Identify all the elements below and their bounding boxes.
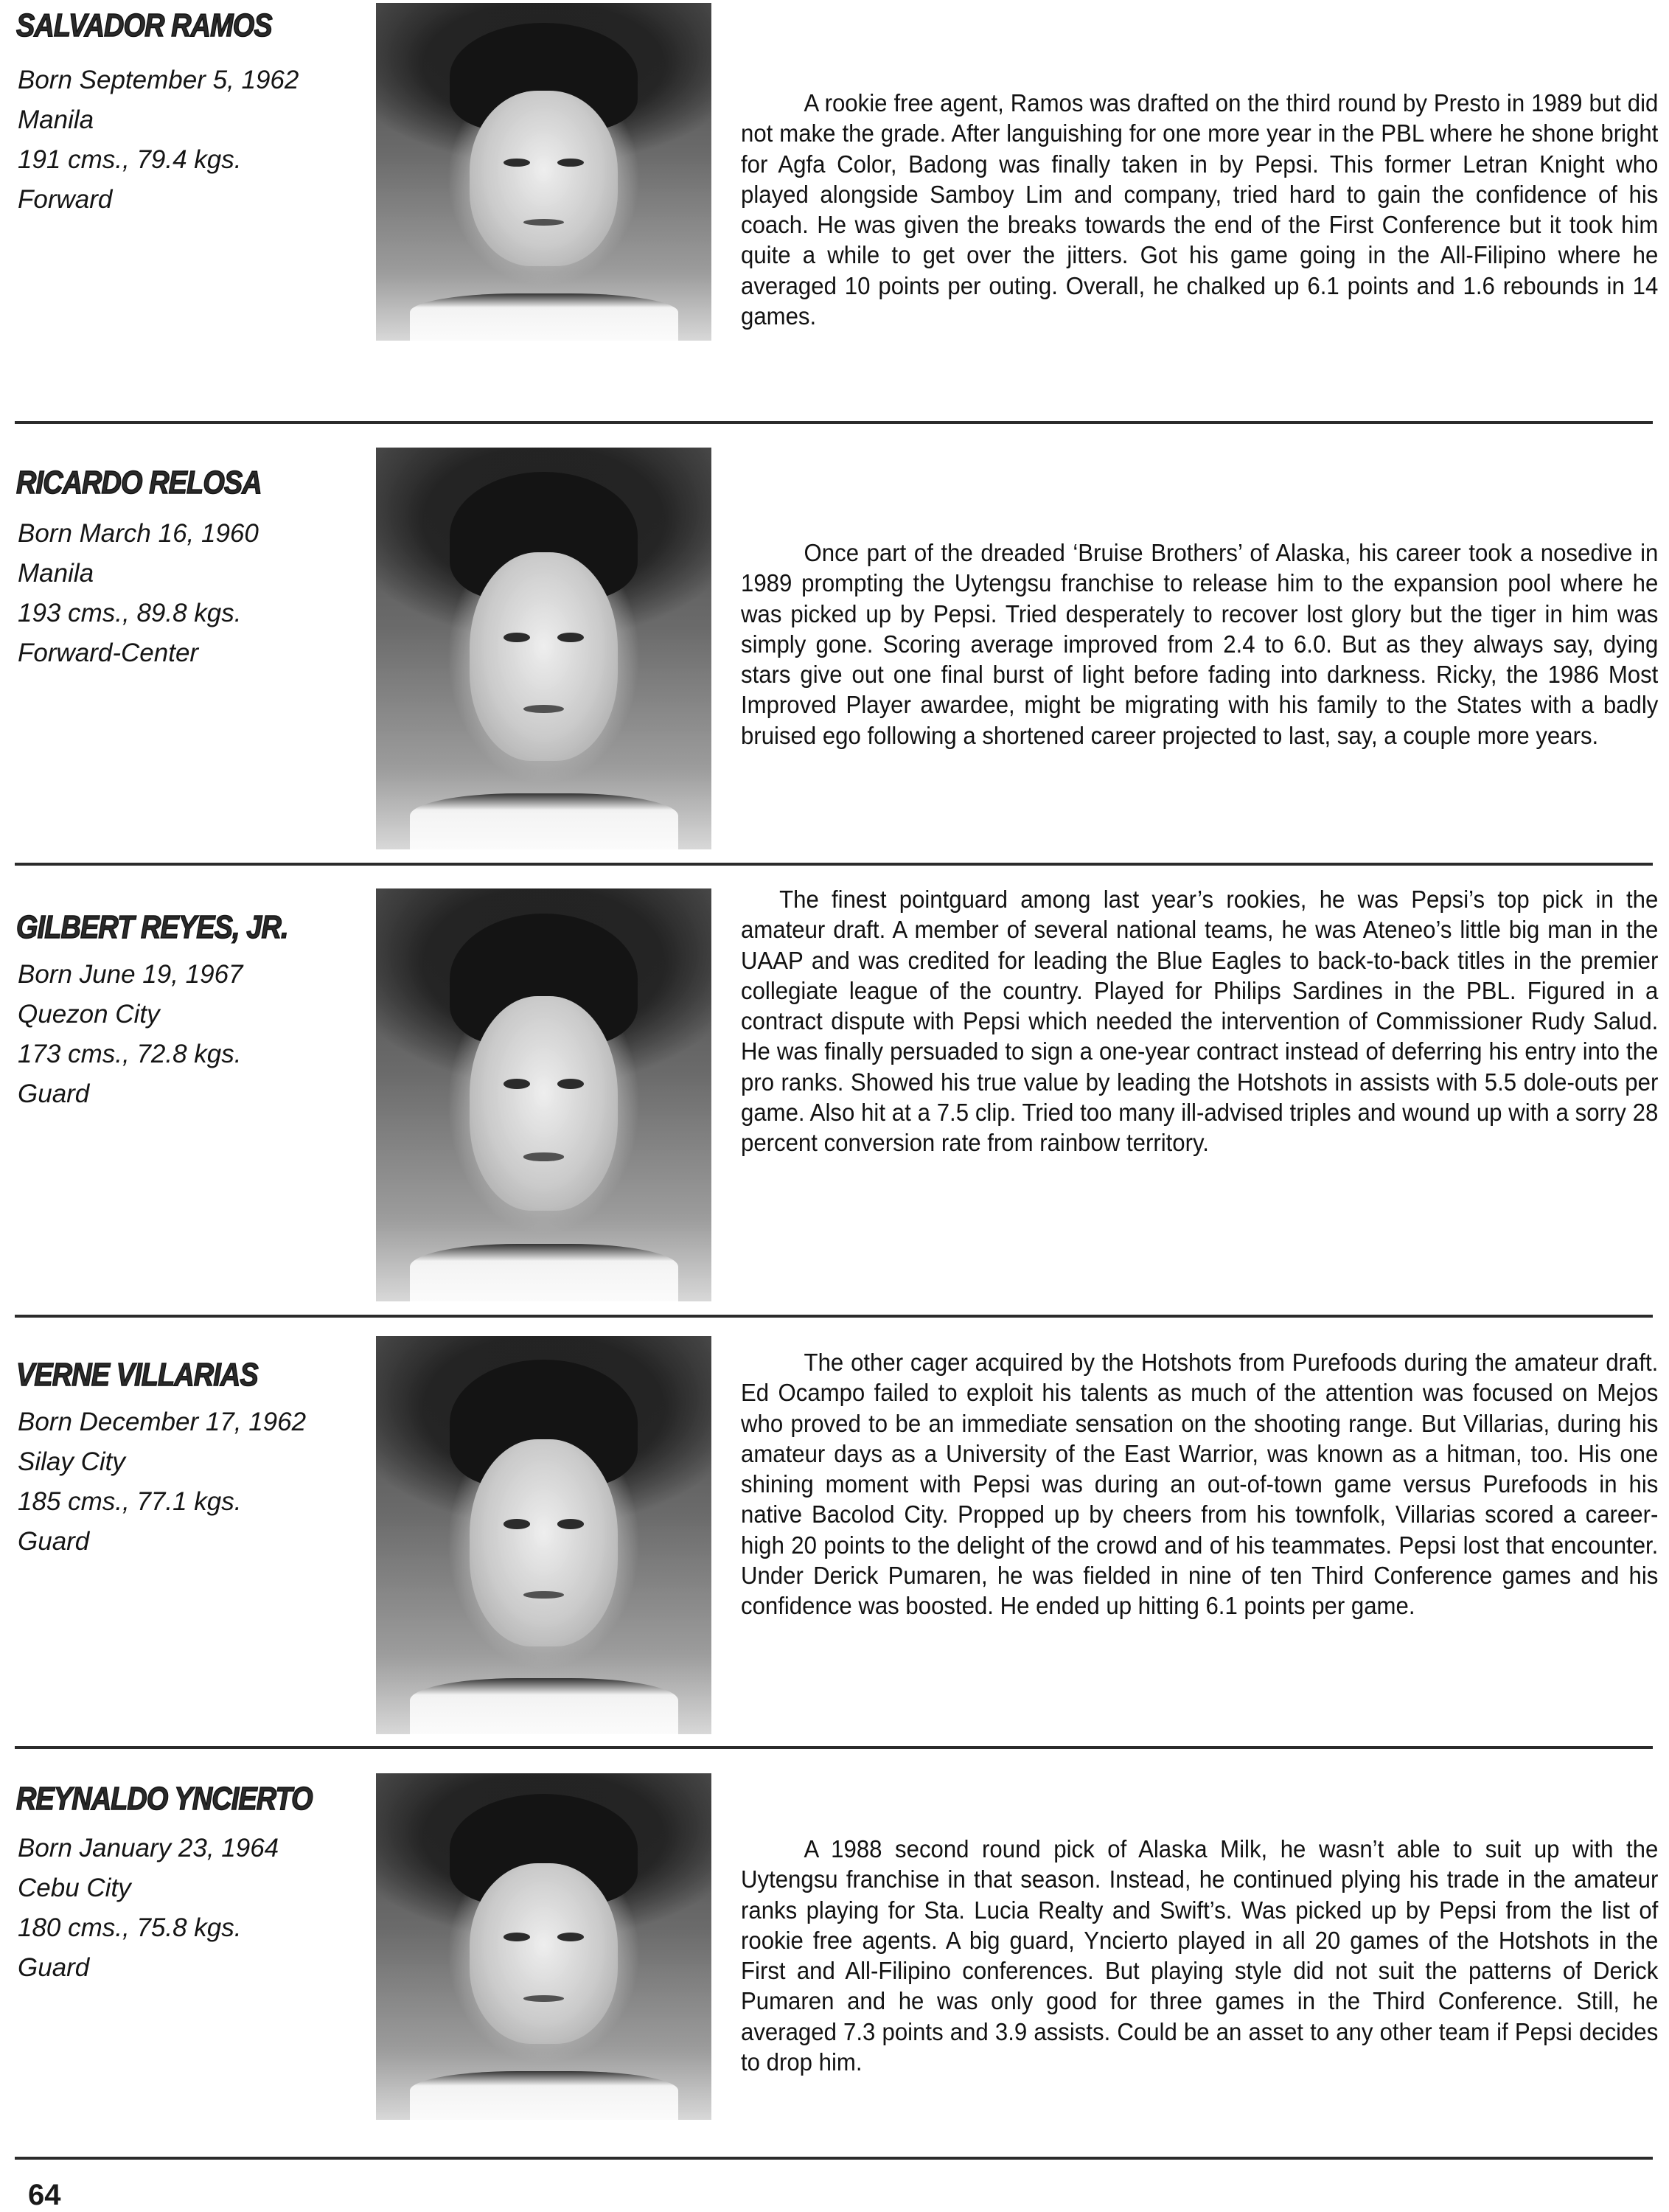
section-divider bbox=[15, 1746, 1653, 1749]
birthplace: Manila bbox=[18, 559, 94, 588]
height-weight: 185 cms., 77.1 kgs. bbox=[18, 1487, 242, 1516]
player-bio bbox=[741, 1834, 1658, 2078]
player-photo bbox=[376, 888, 711, 1301]
photo-face bbox=[470, 996, 617, 1211]
player-name: RICARDO RELOSA bbox=[16, 465, 262, 501]
player-photo bbox=[376, 1773, 711, 2120]
player-name: SALVADOR RAMOS bbox=[16, 7, 272, 44]
playing-position: Forward-Center bbox=[18, 639, 199, 667]
player-photo bbox=[376, 448, 711, 849]
playing-position: Guard bbox=[18, 1079, 90, 1108]
player-bio bbox=[741, 88, 1658, 332]
bio-paragraph: Once part of the dreaded ‘Bruise Brothers’ of Alaska, his career took a nosedive in 1989 prompting the Uytengsu franchise to release him to the expansion pool where he was picked up by Pepsi. Tried desperately to recover lost glory but the tiger in him was simply gone. Scoring average improved from 2.4 to 6.0. But as they always say, dying stars give out one final burst of light before fading into darkness. Ricky, the 1986 Most Improved Player awardee, might be migrating with his family to the States with a badly bruised ego following a shortened career projected to last, say, a couple more years. bbox=[741, 540, 1659, 750]
birth-date: Born December 17, 1962 bbox=[18, 1408, 307, 1436]
birth-date: Born June 19, 1967 bbox=[18, 960, 243, 989]
player-bio bbox=[741, 1348, 1658, 1622]
photo-collar bbox=[410, 293, 678, 341]
playing-position: Forward bbox=[18, 185, 113, 214]
photo-eye bbox=[557, 1519, 584, 1529]
player-bio bbox=[741, 885, 1658, 1159]
photo-face bbox=[470, 1439, 617, 1646]
bio-paragraph: The other cager acquired by the Hotshots from Purefoods during the amateur draft. Ed Ocampo failed to exploit his talents as much of the attention was focused on Mejos who proved to be an immediate sensation on the shooting range. But Villarias, during his amateur days as a University of the East Warrior, was known as a hitman, too. His one shining moment with Pepsi was during an out-of-town game versus Purefoods in his native Bacolod City. Propped up by cheers from his townfolk, Villarias scored a career-high 20 points to the delight of the crowd and of his teammates. Pepsi lost that encounter. Under Derick Pumaren, he was fielded in nine of ten Third Conference games and his confidence was boosted. He ended up hitting 6.1 points per game. bbox=[741, 1349, 1659, 1621]
photo-eye bbox=[557, 159, 584, 167]
photo-face bbox=[470, 552, 617, 761]
photo-mouth bbox=[523, 705, 564, 713]
height-weight: 180 cms., 75.8 kgs. bbox=[18, 1913, 242, 1942]
photo-eye bbox=[504, 1079, 530, 1089]
height-weight: 173 cms., 72.8 kgs. bbox=[18, 1040, 242, 1068]
player-bio bbox=[741, 538, 1658, 751]
birthplace: Quezon City bbox=[18, 1000, 160, 1029]
photo-collar bbox=[410, 1244, 678, 1301]
section-divider bbox=[15, 2157, 1653, 2160]
player-facts bbox=[18, 60, 299, 220]
photo-mouth bbox=[523, 1152, 564, 1161]
height-weight: 193 cms., 89.8 kgs. bbox=[18, 599, 242, 627]
photo-eye bbox=[504, 159, 530, 167]
playing-position: Guard bbox=[18, 1527, 90, 1556]
bio-paragraph: The finest pointguard among last year’s rookies, he was Pepsi’s top pick in the amateur draft. A member of several national teams, he was Ateneo’s little big man in the UAAP and was credited for leading the Blue Eagles to back-to-back titles in the premier collegiate league of the country. Played for Philips Sardines in the PBL. Figured in a contract dispute with Pepsi which needed the intervention of Commissioner Rudy Salud. He was finally persuaded to sign a one-year contract instead of deferring his entry into the pro ranks. Showed his true value by leading the Hotshots in assists with 5.5 dole-outs per game. Also hit at a 7.5 clip. Tried too many ill-advised triples and wound up with a sorry 28 percent conversion rate from rainbow territory. bbox=[741, 886, 1659, 1158]
player-facts bbox=[18, 1829, 279, 1988]
birth-date: Born March 16, 1960 bbox=[18, 519, 259, 548]
photo-face bbox=[470, 91, 617, 266]
photo-eye bbox=[504, 1933, 530, 1941]
birthplace: Manila bbox=[18, 105, 94, 134]
player-name: GILBERT REYES, JR. bbox=[16, 909, 288, 945]
bio-paragraph: A rookie free agent, Ramos was drafted on the third round by Presto in 1989 but did not make the grade. After languishing for one more year in the PBL where he shone bright for Agfa Color, Badong was finally taken in by Pepsi. This former Letran Knight who played alongside Samboy Lim and company, tried hard to gain the confidence of his coach. He was given the breaks towards the end of the First Conference but it took him quite a while to get over the jitters. Got his game going in the All-Filipino where he averaged 10 points per outing. Overall, he chalked up 6.1 points and 1.6 rebounds in 14 games. bbox=[741, 90, 1659, 331]
playing-position: Guard bbox=[18, 1953, 90, 1982]
photo-mouth bbox=[523, 1995, 564, 2002]
photo-collar bbox=[410, 2071, 678, 2120]
bio-paragraph: A 1988 second round pick of Alaska Milk, he wasn’t able to suit up with the Uytengsu franchise in that season. Instead, he continued plying his trade in the amateur ranks playing for Sta. Lucia Realty and Swift’s. Was picked up by Pepsi from the list of rookie free agents. A big guard, Yncierto played in all 20 games of the Hotshots in the First and All-Filipino conferences. But playing style did not suit the patterns of Derick Pumaren and he was only good for three games in the Third Conference. Still, he averaged 7.3 points and 3.9 assists. Could be an asset to any other team if Pepsi decides to drop him. bbox=[741, 1836, 1659, 2077]
player-photo bbox=[376, 3, 711, 341]
birthplace: Cebu City bbox=[18, 1874, 131, 1902]
photo-collar bbox=[410, 1678, 678, 1734]
birthplace: Silay City bbox=[18, 1447, 125, 1476]
birth-date: Born January 23, 1964 bbox=[18, 1834, 279, 1863]
player-facts bbox=[18, 955, 243, 1114]
page-number: 64 bbox=[28, 2179, 61, 2211]
player-photo bbox=[376, 1336, 711, 1734]
photo-eye bbox=[504, 1519, 530, 1529]
photo-eye bbox=[557, 1933, 584, 1941]
player-name: REYNALDO YNCIERTO bbox=[16, 1781, 313, 1817]
photo-eye bbox=[557, 1079, 584, 1089]
section-divider bbox=[15, 863, 1653, 866]
player-name: VERNE VILLARIAS bbox=[16, 1357, 258, 1393]
photo-collar bbox=[410, 793, 678, 849]
player-facts bbox=[18, 1402, 306, 1562]
player-facts bbox=[18, 514, 259, 673]
section-divider bbox=[15, 421, 1653, 424]
photo-face bbox=[470, 1863, 617, 2043]
height-weight: 191 cms., 79.4 kgs. bbox=[18, 145, 242, 174]
section-divider bbox=[15, 1315, 1653, 1318]
birth-date: Born September 5, 1962 bbox=[18, 66, 299, 94]
